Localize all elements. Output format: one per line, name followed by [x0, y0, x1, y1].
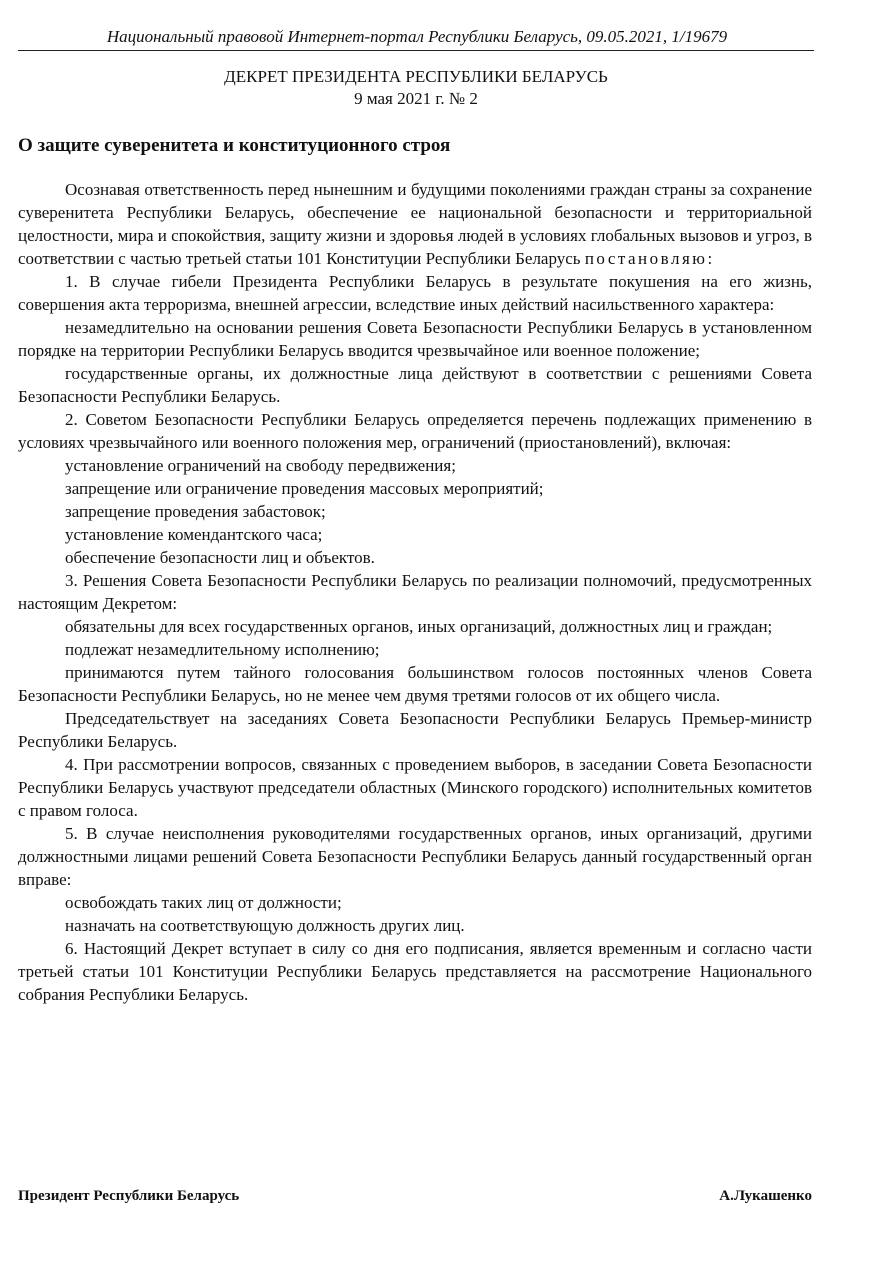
- paragraph-3-item-3: принимаются путем тайного голосования большинством голосов постоянных членов Совета Безопасности Республики Беларусь, но не менее чем двумя третями голосов от их общего числа.: [18, 663, 812, 705]
- paragraph-6: 6. Настоящий Декрет вступает в силу со дня его подписания, является временным и согласно части третьей статьи 101 Конституции Республики Беларусь представляется на рассмотрение Национального собрания Республики Беларусь.: [18, 939, 812, 1004]
- signatory-position: Президент Республики Беларусь: [18, 1188, 240, 1204]
- preamble-paragraph: [18, 178, 812, 270]
- paragraph-2-item-3: запрещение проведения забастовок;: [65, 502, 326, 521]
- paragraph-5-item-1: освобождать таких лиц от должности;: [65, 893, 342, 912]
- signature-block: [18, 1186, 812, 1206]
- paragraph-1-item-1: незамедлительно на основании решения Совета Безопасности Республики Беларусь в установленном порядке на территории Республики Беларусь вводится чрезвычайное или военное положение;: [18, 318, 812, 360]
- signatory-name: А.Лукашенко: [719, 1188, 812, 1204]
- paragraph-4: 4. При рассмотрении вопросов, связанных с проведением выборов, в заседании Совета Безопасности Республики Беларусь участвуют председатели областных (Минского городского) исполнительных комитетов с правом голоса.: [18, 755, 812, 820]
- paragraph-5: 5. В случае неисполнения руководителями государственных органов, иных организаций, другими должностными лицами решений Совета Безопасности Республики Беларусь данный государственный орган вправе:: [18, 824, 812, 889]
- header-divider: [18, 50, 814, 51]
- paragraph-1: 1. В случае гибели Президента Республики Беларусь в результате покушения на его жизнь, совершения акта терроризма, внешней агрессии, вследствие иных действий насильственного характера:: [18, 272, 812, 314]
- preamble-text: Осознавая ответственность перед нынешним и будущими поколениями граждан страны за сохранение суверенитета Республики Беларусь, обеспечение ее национальной безопасности и территориальной целостности, мира и спокойствия, защиту жизни и здоровья людей в условиях глобальных вызовов и угроз, в соответствии с частью третьей статьи 101 Конституции Республики Беларусь: [18, 180, 812, 268]
- paragraph-5-item-2: назначать на соответствующую должность других лиц.: [65, 916, 465, 935]
- paragraph-2-item-4: установление комендантского часа;: [65, 525, 323, 544]
- paragraph-2-item-2: запрещение или ограничение проведения массовых мероприятий;: [65, 479, 544, 498]
- paragraph-2-item-5: обеспечение безопасности лиц и объектов.: [65, 548, 375, 567]
- paragraph-3-item-2: подлежат незамедлительному исполнению;: [65, 640, 380, 659]
- paragraph-3-item-1: обязательны для всех государственных органов, иных организаций, должностных лиц и граждан;: [65, 617, 773, 636]
- paragraph-1-item-2: государственные органы, их должностные лица действуют в соответствии с решениями Совета Безопасности Республики Беларусь.: [18, 364, 812, 406]
- paragraph-3: 3. Решения Совета Безопасности Республики Беларусь по реализации полномочий, предусмотренных настоящим Декретом:: [18, 571, 812, 613]
- decree-word: постановляю: [584, 249, 708, 268]
- decree-body: [18, 178, 812, 1006]
- paragraph-2: 2. Советом Безопасности Республики Беларусь определяется перечень подлежащих применению в условиях чрезвычайного или военного положения мер, ограничений (приостановлений), включая:: [18, 410, 812, 452]
- decree-heading: [18, 66, 814, 110]
- document-title: О защите суверенитета и конституционного строя: [18, 135, 451, 156]
- paragraph-2-item-1: установление ограничений на свободу передвижения;: [65, 456, 456, 475]
- decree-type: ДЕКРЕТ ПРЕЗИДЕНТА РЕСПУБЛИКИ БЕЛАРУСЬ: [224, 67, 608, 86]
- portal-source-line: Национальный правовой Интернет-портал Республики Беларусь, 09.05.2021, 1/19679: [106, 27, 728, 46]
- decree-word-suffix: :: [707, 249, 713, 268]
- decree-date-number: 9 мая 2021 г. № 2: [354, 89, 478, 108]
- paragraph-3-chair: Председательствует на заседаниях Совета Безопасности Республики Беларусь Премьер-министр Республики Беларусь.: [18, 709, 812, 751]
